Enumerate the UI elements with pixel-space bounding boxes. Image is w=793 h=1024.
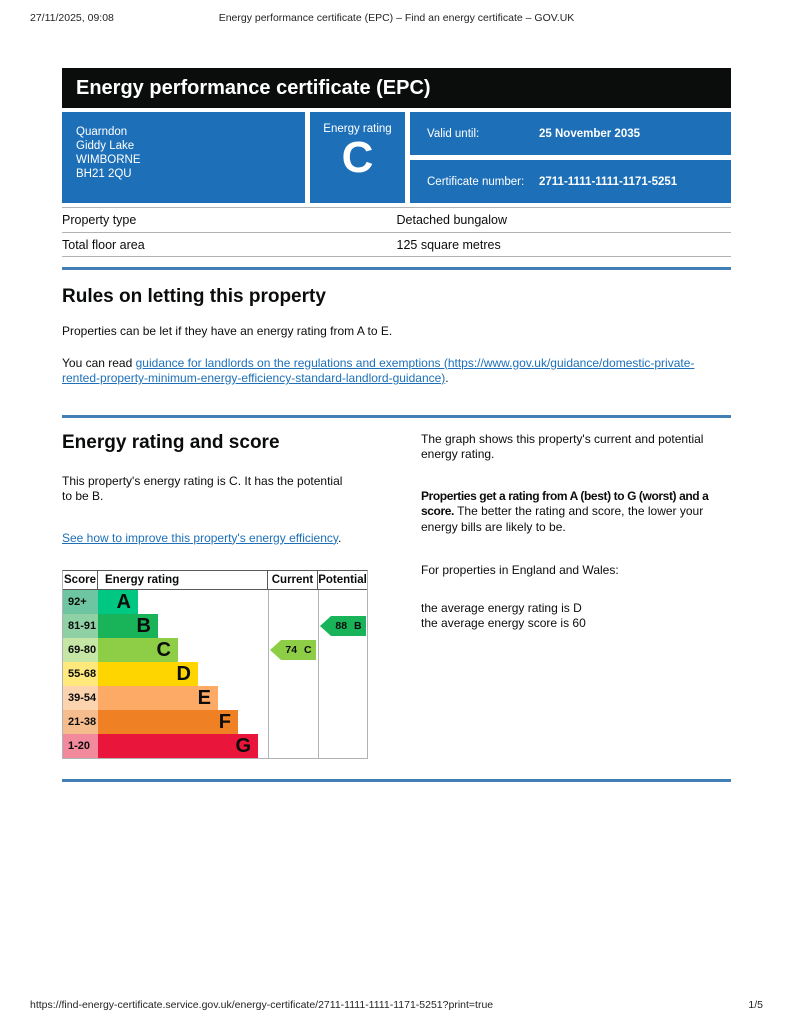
current-rating-value: 74 C [281, 640, 316, 660]
chart-header-row [63, 571, 367, 590]
address-line: WIMBORNE [76, 154, 141, 166]
band-bar: B [98, 614, 158, 638]
band-score-range: 21-38 [63, 710, 98, 734]
property-type-value: Detached bungalow [396, 213, 507, 227]
graph-explainer-paragraph: The graph shows this property's current and potential energy rating. [421, 431, 704, 461]
band-score-range: 92+ [63, 590, 98, 614]
guidance-text-prefix: You can read [62, 355, 136, 370]
average-score-line: the average energy score is 60 [421, 616, 586, 630]
band-bar: D [98, 662, 198, 686]
rating-scale-paragraph [421, 489, 731, 536]
browser-print-footer [0, 999, 793, 1011]
energy-rating-label: Energy rating [323, 123, 392, 135]
property-facts-table [62, 207, 731, 257]
potential-rating-value: 88 B [331, 616, 366, 636]
chart-header-current: Current [268, 571, 318, 589]
england-wales-paragraph: For properties in England and Wales: [421, 563, 619, 577]
print-datetime: 27/11/2025, 09:08 [30, 12, 114, 24]
certificate-number-box [410, 160, 731, 203]
section-divider [62, 779, 731, 782]
page-indicator: 1/5 [748, 999, 763, 1011]
chart-header-potential: Potential [318, 574, 367, 586]
rating-scale-rest: The better the rating and score, the lower your energy bills are likely to be. [421, 504, 704, 534]
section-divider [62, 267, 731, 270]
page-title-banner: Energy performance certificate (EPC) [62, 68, 731, 108]
certificate-number-value: 2711-1111-1111-1171-5251 [539, 175, 678, 188]
address-line: Giddy Lake [76, 140, 135, 152]
epc-band-row [63, 662, 367, 686]
epc-band-row [63, 638, 367, 662]
rating-scale-bold: Properties get a rating from A (best) to G (worst) and a score. [421, 488, 709, 518]
band-bar: F [98, 710, 238, 734]
epc-band-row [63, 710, 367, 734]
energy-rating-score-heading: Energy rating and score [62, 431, 280, 453]
floor-area-label: Total floor area [62, 237, 145, 252]
band-score-range: 81-91 [63, 614, 98, 638]
energy-rating-letter: C [341, 133, 374, 182]
average-stats-paragraph [421, 601, 731, 632]
certificate-page [62, 68, 731, 782]
band-score-range: 69-80 [63, 638, 98, 662]
arrow-point-icon [320, 616, 331, 636]
address-line: BH21 2QU [76, 168, 132, 180]
chart-header-score: Score [63, 571, 98, 589]
average-rating-line: the average energy rating is D [421, 600, 582, 615]
band-bar: A [98, 590, 138, 614]
rating-score-column [62, 432, 402, 760]
improve-efficiency-paragraph [62, 531, 352, 547]
current-column-divider [268, 590, 269, 758]
energy-rating-section [62, 432, 731, 760]
valid-until-box [410, 112, 731, 155]
band-bar: E [98, 686, 218, 710]
epc-band-row [63, 734, 367, 758]
floor-area-value: 125 square metres [396, 237, 501, 252]
energy-rating-badge [310, 112, 405, 203]
epc-rating-chart [62, 570, 368, 759]
band-score-range: 1-20 [63, 734, 98, 758]
improve-link-suffix: . [337, 530, 342, 545]
rules-paragraph: Properties can be let if they have an energy rating from A to E. [62, 324, 393, 338]
chart-header-energy-rating: Energy rating [98, 571, 268, 589]
rating-summary-paragraph: This property's energy rating is C. It has the potential to be B. [62, 473, 343, 503]
property-type-label: Property type [62, 213, 137, 227]
valid-until-value: 25 November 2035 [539, 127, 641, 140]
print-doc-title: Energy performance certificate (EPC) – Find an energy certificate – GOV.UK [218, 12, 575, 24]
epc-band-row [63, 686, 367, 710]
improve-efficiency-link[interactable]: See how to improve this property's energy efficiency [62, 530, 338, 545]
valid-until-label: Valid until: [427, 127, 480, 140]
address-line: Quarndon [76, 126, 128, 138]
property-address [62, 112, 305, 203]
band-bar: G [98, 734, 258, 758]
rules-guidance-paragraph [62, 356, 722, 387]
guidance-text-suffix: . [445, 371, 449, 385]
certificate-summary-row [62, 112, 731, 203]
band-score-range: 55-68 [63, 662, 98, 686]
epc-band-row [63, 590, 367, 614]
table-row [62, 232, 731, 257]
band-bar: C [98, 638, 178, 662]
certificate-number-label: Certificate number: [427, 175, 525, 188]
certificate-details [410, 112, 731, 203]
table-row [62, 207, 731, 232]
arrow-point-icon [270, 640, 281, 660]
current-rating-arrow [270, 640, 316, 660]
section-divider [62, 415, 731, 418]
potential-rating-arrow [320, 616, 366, 636]
band-score-range: 39-54 [63, 686, 98, 710]
browser-print-header [0, 0, 793, 25]
landlord-guidance-link[interactable]: guidance for landlords on the regulations and exemptions (https://www.gov.uk/guidance/domestic-private-rented-property-minimum-energy-efficiency-standard-landlord-guidance) [62, 355, 695, 385]
print-footer-url: https://find-energy-certificate.service.gov.uk/energy-certificate/2711-1111-1111-1171-5251?print=true [30, 999, 494, 1011]
potential-column-divider [318, 590, 319, 758]
rules-section-heading: Rules on letting this property [62, 286, 326, 307]
rating-explanation-column [421, 432, 731, 760]
